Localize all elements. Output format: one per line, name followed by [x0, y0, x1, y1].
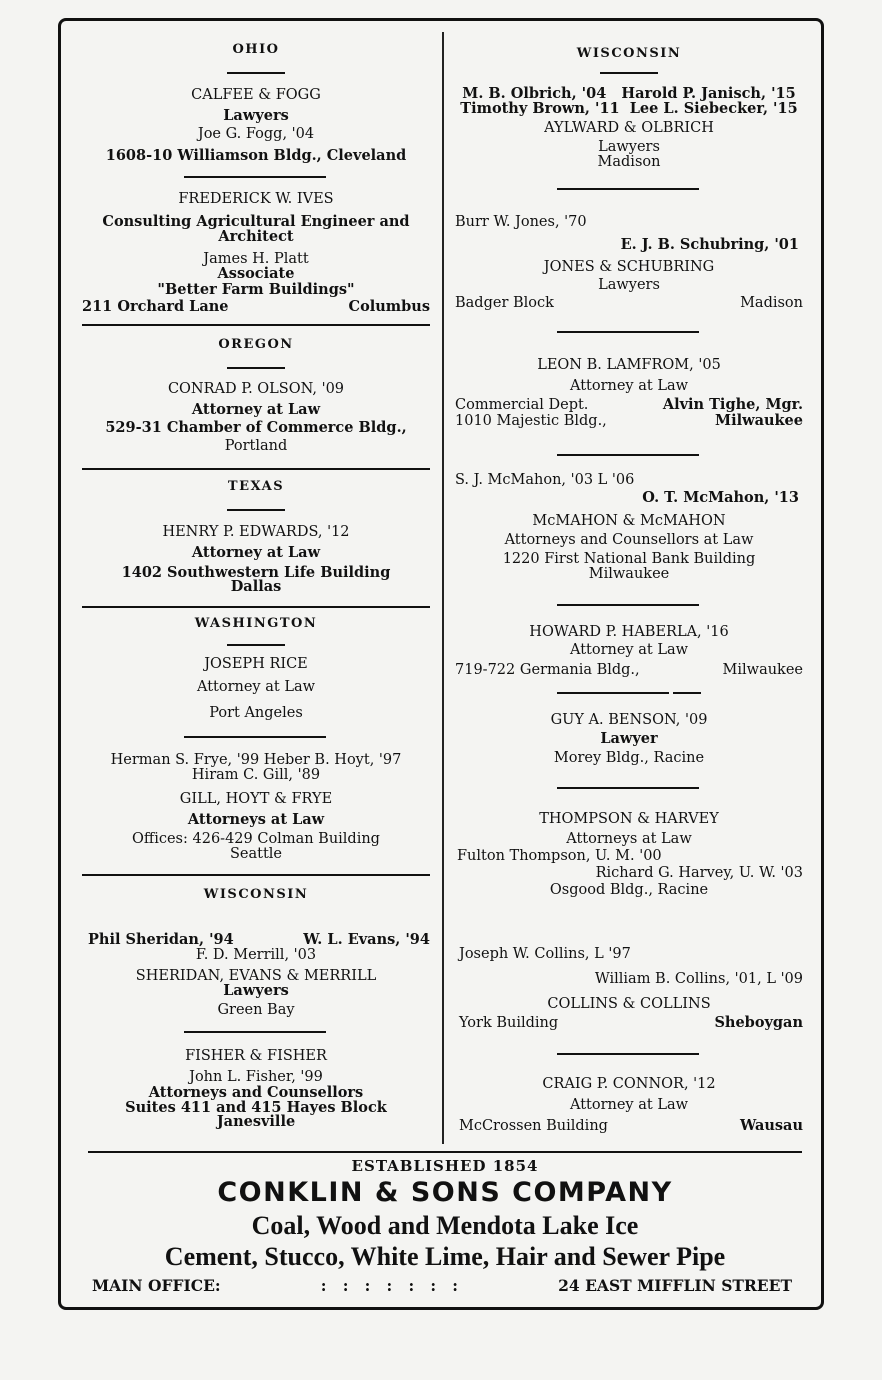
listing-members-row: [82, 932, 430, 948]
listing-address: Morey Bldg., Racine: [553, 750, 705, 766]
listing-members: F. D. Merrill, '03: [195, 947, 317, 963]
listing-name: McMAHON & McMAHON: [532, 513, 726, 529]
short-rule: [600, 72, 658, 74]
listing-name: AYLWARD & OLBRICH: [544, 120, 714, 136]
listing-address-row: [455, 413, 803, 429]
listing-role: Lawyers: [598, 277, 660, 293]
listing-address-row: [455, 1015, 803, 1031]
listing-address-row: [82, 299, 430, 315]
listing-name: GILL, HOYT & FRYE: [179, 791, 333, 807]
listing-name: THOMPSON & HARVEY: [539, 811, 719, 827]
listing-role: Lawyers: [598, 139, 660, 155]
section-rule: [82, 606, 430, 608]
listing-member: Richard G. Harvey, U. W. '03: [595, 865, 803, 881]
separator-rule: [557, 331, 699, 333]
listing-members: M. B. Olbrich, '04 Harold P. Janisch, '15: [462, 85, 796, 102]
column-divider: [442, 32, 444, 1144]
listing-address-row: [455, 1118, 803, 1134]
listing-person: James H. Platt: [203, 251, 309, 267]
listing-city: Green Bay: [217, 1002, 295, 1018]
listing-role: Consulting Agricultural Engineer and: [102, 213, 410, 230]
listing-dept-row: [455, 397, 803, 413]
listing-name: GUY A. BENSON, '09: [550, 712, 708, 728]
listing-address-row: [455, 662, 803, 678]
listing-city: Portland: [224, 438, 288, 454]
listing-role: Associate: [217, 265, 295, 282]
listing-name: JOSEPH RICE: [204, 656, 308, 672]
listing-city: Milwaukee: [722, 662, 803, 678]
heading-ohio: OHIO: [232, 42, 280, 57]
listing-city: Wausau: [739, 1117, 803, 1134]
separator-rule: [557, 604, 699, 606]
advertisement-established: ESTABLISHED 1854: [351, 1157, 539, 1175]
listing-city: Milwaukee: [715, 412, 803, 429]
section-rule: [82, 874, 430, 876]
advertisement-rule: [88, 1151, 802, 1153]
listing-member: O. T. McMahon, '13: [642, 489, 799, 506]
listing-city: Milwaukee: [588, 566, 670, 582]
listing-person: Joe G. Fogg, '04: [197, 126, 315, 142]
listing-name: SHERIDAN, EVANS & MERRILL: [135, 968, 377, 984]
listing-address: 1220 First National Bank Building: [502, 551, 756, 567]
listing-name: CONRAD P. OLSON, '09: [167, 381, 345, 397]
listing-address: 211 Orchard Lane: [82, 298, 229, 315]
main-office-label: MAIN OFFICE:: [92, 1276, 221, 1295]
heading-texas: TEXAS: [227, 479, 285, 494]
short-rule: [227, 509, 285, 511]
listing-name: HOWARD P. HABERLA, '16: [529, 624, 729, 640]
advertisement-products-line1: Coal, Wood and Mendota Lake Ice: [251, 1211, 639, 1240]
listing-member: S. J. McMahon, '03 L '06: [455, 472, 635, 488]
listing-address: 1010 Majestic Bldg.,: [455, 413, 607, 429]
separator-rule: [557, 454, 699, 456]
main-office-leader: : : : : : : :: [320, 1276, 458, 1295]
listing-address: Osgood Bldg., Racine: [549, 882, 709, 898]
listing-role: Lawyers: [223, 107, 289, 124]
listing-role: Attorney at Law: [569, 378, 689, 394]
listing-address: 1608-10 Williamson Bldg., Cleveland: [105, 147, 407, 164]
listing-address-row: [455, 295, 803, 311]
listing-members: Timothy Brown, '11 Lee L. Siebecker, '15: [460, 100, 798, 117]
listing-members: Hiram C. Gill, '89: [191, 767, 321, 783]
main-office-address: 24 EAST MIFFLIN STREET: [558, 1276, 792, 1295]
advertisement-products-line2: Cement, Stucco, White Lime, Hair and Sewer Pipe: [164, 1242, 726, 1271]
listing-city: Madison: [740, 295, 803, 311]
listing-tagline: "Better Farm Buildings": [157, 281, 355, 298]
listing-member: Phil Sheridan, '94: [88, 931, 234, 948]
heading-oregon: OREGON: [218, 337, 294, 352]
listing-member: Burr W. Jones, '70: [455, 214, 587, 230]
listing-name: JONES & SCHUBRING: [543, 259, 715, 275]
listing-address: 529-31 Chamber of Commerce Bldg.,: [105, 419, 407, 436]
listing-name: FREDERICK W. IVES: [178, 191, 334, 207]
listing-person: John L. Fisher, '99: [189, 1069, 323, 1085]
listing-name: CRAIG P. CONNOR, '12: [542, 1076, 716, 1092]
listing-name: LEON B. LAMFROM, '05: [537, 357, 721, 373]
listing-role: Architect: [218, 228, 294, 245]
separator-rule: [184, 1031, 326, 1033]
listing-city: Seattle: [229, 846, 283, 862]
separator-rule: [673, 692, 701, 694]
listing-name: FISHER & FISHER: [185, 1048, 327, 1064]
listing-address: Badger Block: [455, 295, 554, 311]
listing-dept: Commercial Dept.: [455, 397, 589, 413]
section-rule: [82, 468, 430, 470]
listing-member: Fulton Thompson, U. M. '00: [457, 848, 662, 864]
listing-member: Joseph W. Collins, L '97: [459, 946, 631, 962]
short-rule: [227, 72, 285, 74]
listing-role: Attorney at Law: [569, 1097, 689, 1113]
heading-washington: WASHINGTON: [194, 616, 318, 631]
listing-name: COLLINS & COLLINS: [547, 996, 711, 1012]
listing-address: McCrossen Building: [459, 1118, 608, 1134]
listing-member: W. L. Evans, '94: [303, 931, 430, 948]
listing-role: Attorneys at Law: [187, 811, 325, 828]
listing-members: Herman S. Frye, '99 Heber B. Hoyt, '97: [110, 752, 402, 768]
section-rule: [82, 324, 430, 326]
listing-role: Attorney at Law: [196, 679, 316, 695]
short-rule: [227, 367, 285, 369]
advertisement-company: CONKLIN & SONS COMPANY: [217, 1177, 673, 1208]
listing-role: Lawyer: [600, 730, 658, 747]
listing-name: CALFEE & FOGG: [191, 87, 321, 103]
listing-role: Attorney at Law: [191, 544, 321, 561]
listing-manager: Alvin Tighe, Mgr.: [662, 396, 803, 413]
listing-role: Lawyers: [223, 982, 289, 999]
listing-address: Offices: 426-429 Colman Building: [132, 831, 380, 847]
heading-wisconsin: WISCONSIN: [203, 887, 309, 902]
listing-city: Sheboygan: [714, 1014, 803, 1031]
separator-rule: [184, 736, 326, 738]
listing-role: Attorneys and Counsellors at Law: [504, 532, 754, 548]
listing-address: 1402 Southwestern Life Building: [121, 564, 391, 581]
listing-address: Suites 411 and 415 Hayes Block: [125, 1099, 387, 1116]
listing-member: E. J. B. Schubring, '01: [620, 236, 799, 253]
listing-role: Attorney at Law: [191, 401, 321, 418]
listing-address: York Building: [459, 1015, 559, 1031]
listing-role: Attorney at Law: [569, 642, 689, 658]
listing-city: Janesville: [216, 1113, 296, 1130]
advertisement-main-office: [92, 1276, 792, 1295]
listing-address: 719-722 Germania Bldg.,: [455, 662, 640, 678]
listing-city: Columbus: [348, 298, 430, 315]
heading-wisconsin: WISCONSIN: [576, 46, 682, 61]
short-rule: [227, 644, 285, 646]
listing-role: Attorneys at Law: [566, 831, 692, 847]
separator-rule: [557, 1053, 699, 1055]
listing-name: HENRY P. EDWARDS, '12: [162, 524, 350, 540]
listing-city: Port Angeles: [209, 705, 303, 721]
listing-member: William B. Collins, '01, L '09: [594, 971, 803, 987]
listing-city: Dallas: [230, 578, 282, 595]
listing-city: Madison: [597, 154, 661, 170]
listing-role: Attorneys and Counsellors: [148, 1084, 364, 1101]
separator-rule: [557, 787, 699, 789]
separator-rule: [557, 188, 699, 190]
separator-rule: [557, 692, 669, 694]
separator-rule: [184, 176, 326, 178]
